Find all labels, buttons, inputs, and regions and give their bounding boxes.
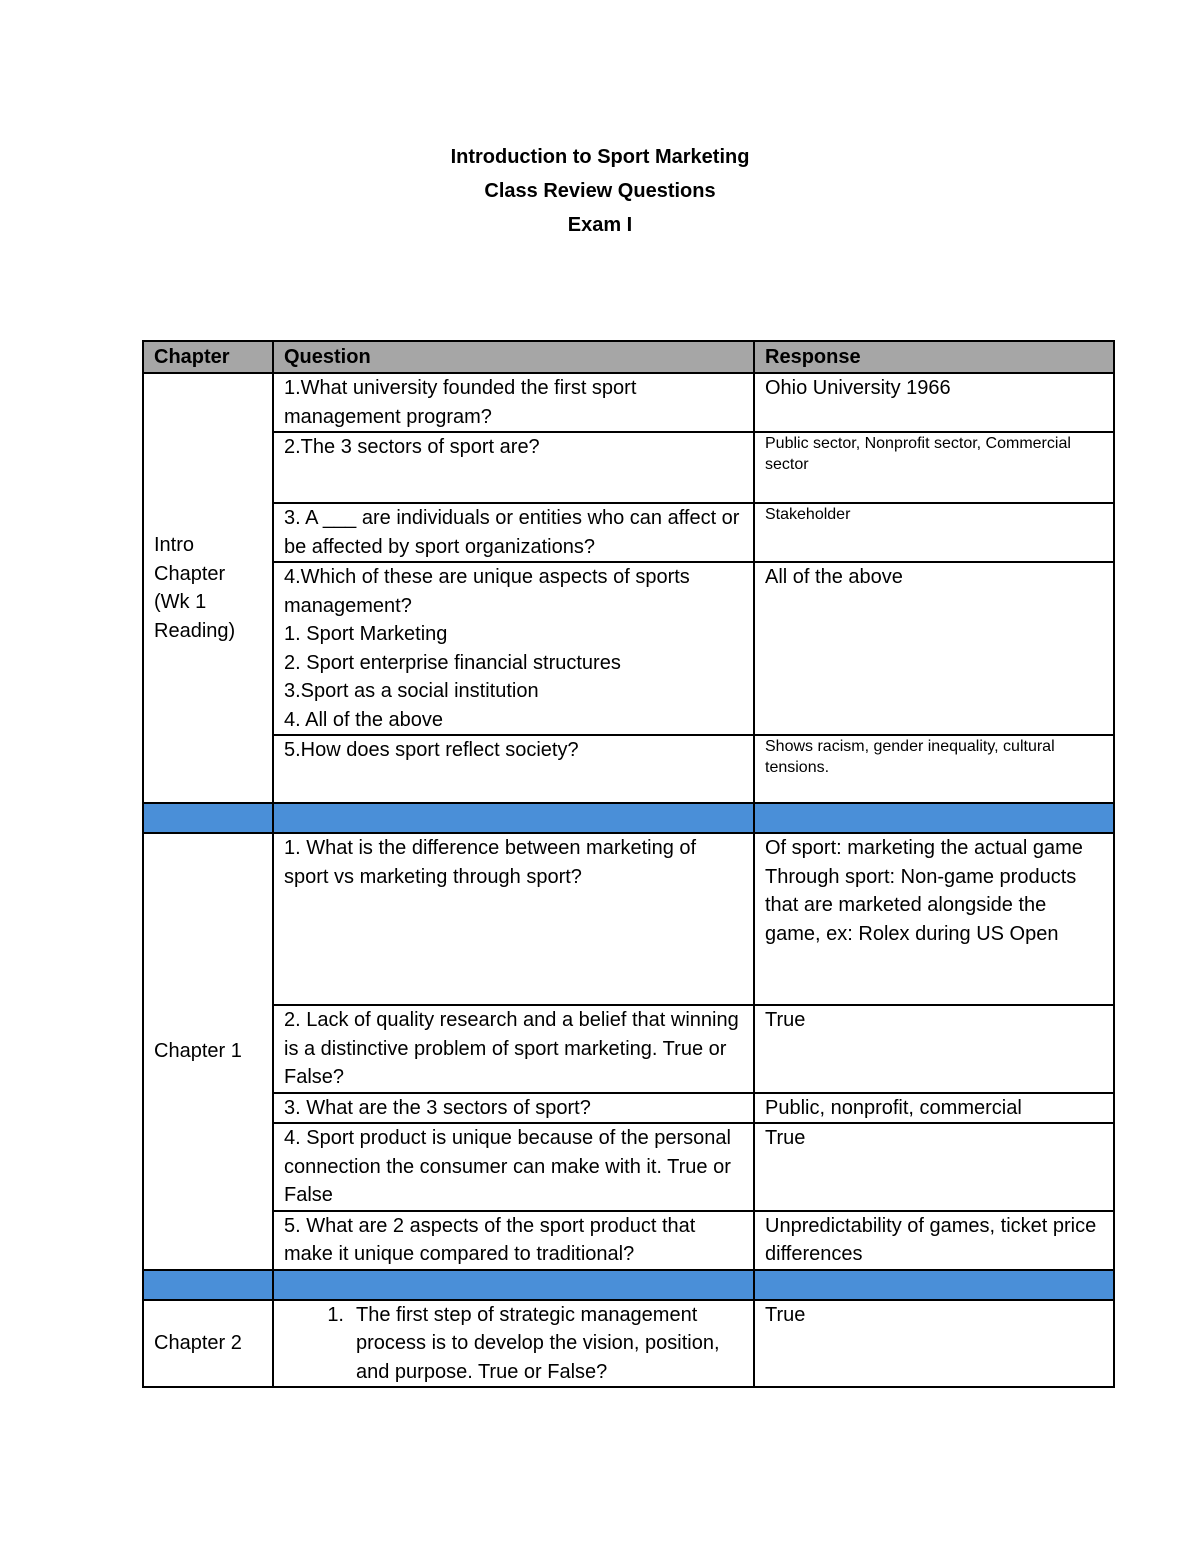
question-cell: 1.What university founded the first sport management program? (273, 373, 754, 432)
question-cell: 4. Sport product is unique because of the personal connection the consumer can make with it. True or False (273, 1123, 754, 1211)
document-title-block (0, 140, 1200, 242)
response-cell: Ohio University 1966 (754, 373, 1114, 432)
response-cell: Unpredictability of games, ticket price differences (754, 1211, 1114, 1270)
response-cell: Public sector, Nonprofit sector, Commercial sector (754, 432, 1114, 503)
table-row (143, 373, 1114, 432)
response-cell: All of the above (754, 562, 1114, 735)
exam-label: Exam I (567, 214, 633, 236)
question-line: 4. All of the above (284, 708, 444, 731)
table-row (143, 735, 1114, 803)
response-cell: Stakeholder (754, 503, 1114, 562)
question-cell: 3. What are the 3 sectors of sport? (273, 1093, 754, 1124)
response-cell: Public, nonprofit, commercial (754, 1093, 1114, 1124)
response-line: Of sport: marketing the actual game (765, 837, 1083, 859)
response-cell: True (754, 1005, 1114, 1093)
question-cell (273, 562, 754, 735)
section-separator (143, 1270, 1114, 1300)
question-cell: 2.The 3 sectors of sport are? (273, 432, 754, 503)
list-item (274, 1301, 743, 1387)
section-separator (143, 803, 1114, 833)
table-header-row (143, 341, 1114, 373)
table-row (143, 432, 1114, 503)
question-cell: 2. Lack of quality research and a belief that winning is a distinctive problem of sport marketing. True or False? (273, 1005, 754, 1093)
header-question: Question (273, 341, 754, 373)
question-line: 4.Which of these are unique aspects of sports management? (284, 566, 690, 617)
response-line: Through sport: Non-game products that are marketed alongside the game, ex: Rolex during US Open (765, 865, 1077, 945)
question-cell: 1. What is the difference between marketing of sport vs marketing through sport? (273, 833, 754, 1005)
response-cell: Shows racism, gender inequality, cultural tensions. (754, 735, 1114, 803)
question-cell: 5. What are 2 aspects of the sport product that make it unique compared to traditional? (273, 1211, 754, 1270)
question-cell: 3. A ___ are individuals or entities who can affect or be affected by sport organizations? (273, 503, 754, 562)
table-row (143, 1123, 1114, 1211)
header-chapter: Chapter (143, 341, 273, 373)
chapter-cell: Chapter 2 (143, 1300, 273, 1388)
response-cell: True (754, 1123, 1114, 1211)
document-subtitle: Class Review Questions (484, 180, 716, 202)
response-cell (754, 833, 1114, 1005)
table-row (143, 1093, 1114, 1124)
header-response: Response (754, 341, 1114, 373)
chapter-cell: Intro Chapter (Wk 1 Reading) (143, 373, 273, 803)
list-number: 1. (327, 1303, 344, 1326)
table-row (143, 562, 1114, 735)
question-line: 1. Sport Marketing (284, 623, 448, 645)
table-row (143, 1300, 1114, 1388)
chapter-cell: Chapter 1 (143, 833, 273, 1270)
question-text: The first step of strategic management process is to develop the vision, position, and purpose. True or False? (356, 1303, 720, 1383)
table-row (143, 503, 1114, 562)
question-line: 2. Sport enterprise financial structures (284, 651, 621, 674)
table-row (143, 1005, 1114, 1093)
review-table (142, 340, 1115, 1388)
response-cell: True (754, 1300, 1114, 1388)
table-row (143, 833, 1114, 1005)
table-row (143, 1211, 1114, 1270)
question-cell (273, 1300, 754, 1388)
question-cell: 5.How does sport reflect society? (273, 735, 754, 803)
question-line: 3.Sport as a social institution (284, 680, 539, 702)
document-title: Introduction to Sport Marketing (450, 146, 750, 168)
